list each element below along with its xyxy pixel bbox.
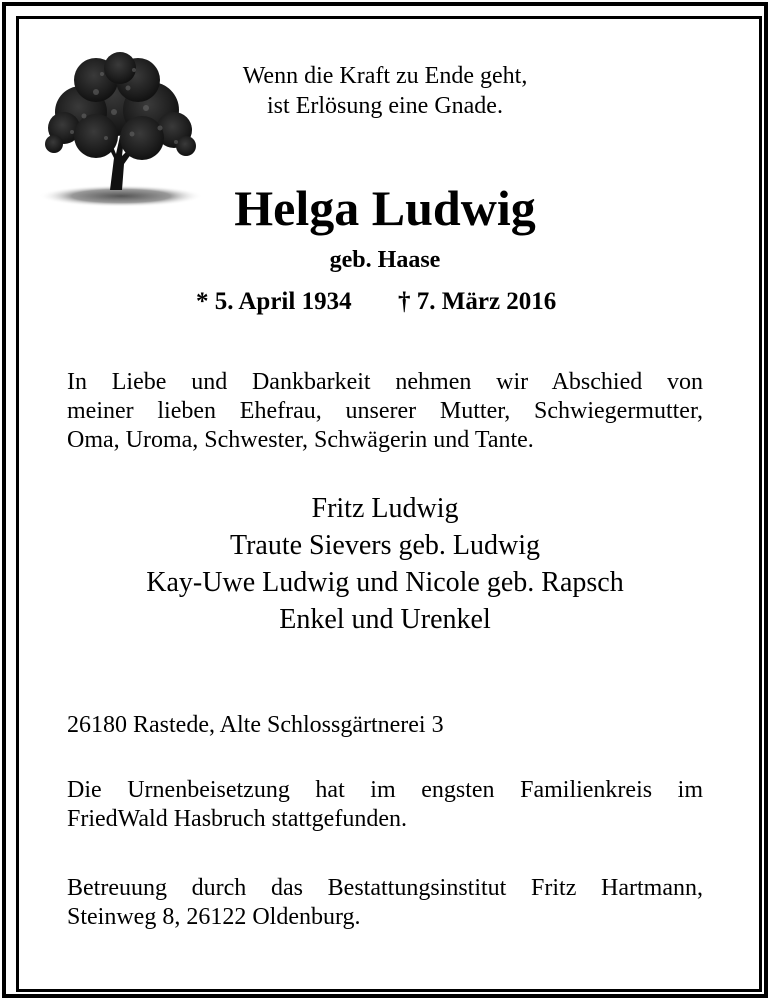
farewell-text	[67, 368, 703, 455]
address: 26180 Rastede, Alte Schlossgärtnerei 3	[67, 712, 444, 738]
farewell-line: In Liebe und Dankbarkeit nehmen wir Abschied von	[67, 369, 703, 395]
undertaker-text	[67, 874, 703, 932]
motto-line-1: Wenn die Kraft zu Ende geht,	[242, 63, 528, 89]
death-date: † 7. März 2016	[398, 288, 557, 315]
mourner-line: Fritz Ludwig	[311, 493, 459, 524]
farewell-line: Oma, Uroma, Schwester, Schwägerin und Tante.	[67, 427, 534, 453]
burial-line: Die Urnenbeisetzung hat im engsten Familienkreis im	[67, 777, 703, 803]
motto-line-2: ist Erlösung eine Gnade.	[267, 93, 503, 119]
burial-text	[67, 776, 703, 834]
deceased-name: Helga Ludwig	[234, 180, 536, 236]
mourner-line: Kay-Uwe Ludwig und Nicole geb. Rapsch	[146, 567, 624, 598]
burial-line: FriedWald Hasbruch stattgefunden.	[67, 806, 407, 832]
birth-name: geb. Haase	[329, 247, 441, 273]
mourner-line: Enkel und Urenkel	[279, 604, 491, 635]
undertaker-line: Steinweg 8, 26122 Oldenburg.	[67, 904, 361, 930]
birth-date: * 5. April 1934	[196, 288, 352, 315]
undertaker-line: Betreuung durch das Bestattungsinstitut Fritz Hartmann,	[67, 875, 703, 901]
farewell-line: meiner lieben Ehefrau, unserer Mutter, Schwiegermutter,	[67, 398, 703, 424]
mourner-line: Traute Sievers geb. Ludwig	[229, 530, 541, 561]
